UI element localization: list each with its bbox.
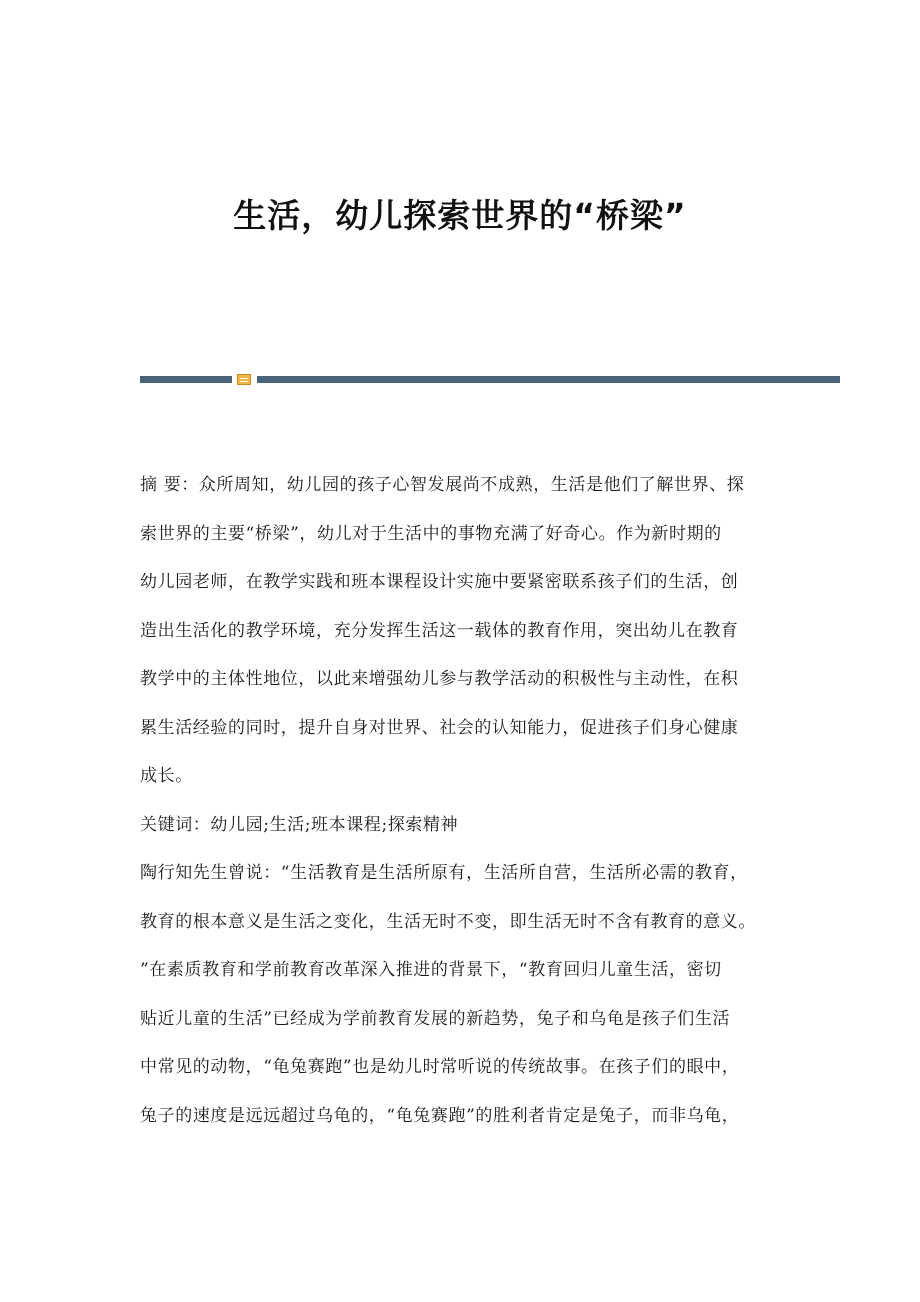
divider-bar-left [140,376,232,383]
text-line: 陶行知先生曾说：“生活教育是生活所原有，生活所自营，生活所必需的教育， [140,863,748,883]
book-icon [237,374,251,385]
text-line: ”在素质教育和学前教育改革深入推进的背景下，“教育回归儿童生活，密切 [140,960,722,980]
text-line: 教育的根本意义是生活之变化，生活无时不变，即生活无时不含有教育的意义。 [140,911,756,932]
divider-bar-right [257,376,840,383]
text-line: 兔子的速度是远远超过乌龟的，“龟兔赛跑”的胜利者肯定是兔子，而非乌龟， [140,1105,740,1126]
text-line: 成长。 [140,766,193,786]
text-line: 索世界的主要“桥梁”，幼儿对于生活中的事物充满了好奇心。作为新时期的 [140,523,722,544]
title-divider [140,374,840,386]
text-line: 贴近儿童的生活”已经成为学前教育发展的新趋势，兔子和乌龟是孩子们生活 [140,1008,731,1029]
text-line: 幼儿园老师，在教学实践和班本课程设计实施中要紧密联系孩子们的生活，创 [140,572,739,592]
document-title: 生活，幼儿探索世界的“桥梁” [233,196,687,235]
text-line: 造出生活化的教学环境，充分发挥生活这一载体的教育作用，突出幼儿在教育 [140,620,739,641]
article-body [140,469,785,1148]
text-line: 累生活经验的同时，提升自身对世界、社会的认知能力，促进孩子们身心健康 [140,717,739,738]
text-line: 教学中的主体性地位，以此来增强幼儿参与教学活动的积极性与主动性，在积 [140,669,739,689]
text-line: 摘 要：众所周知，幼儿园的孩子心智发展尚不成熟，生活是他们了解世界、探 [140,475,745,495]
keywords-line: 关键词：幼儿园;生活;班本课程;探索精神 [140,814,459,835]
text-line: 中常见的动物，“龟兔赛跑”也是幼儿时常听说的传统故事。在孩子们的眼中， [140,1057,740,1077]
